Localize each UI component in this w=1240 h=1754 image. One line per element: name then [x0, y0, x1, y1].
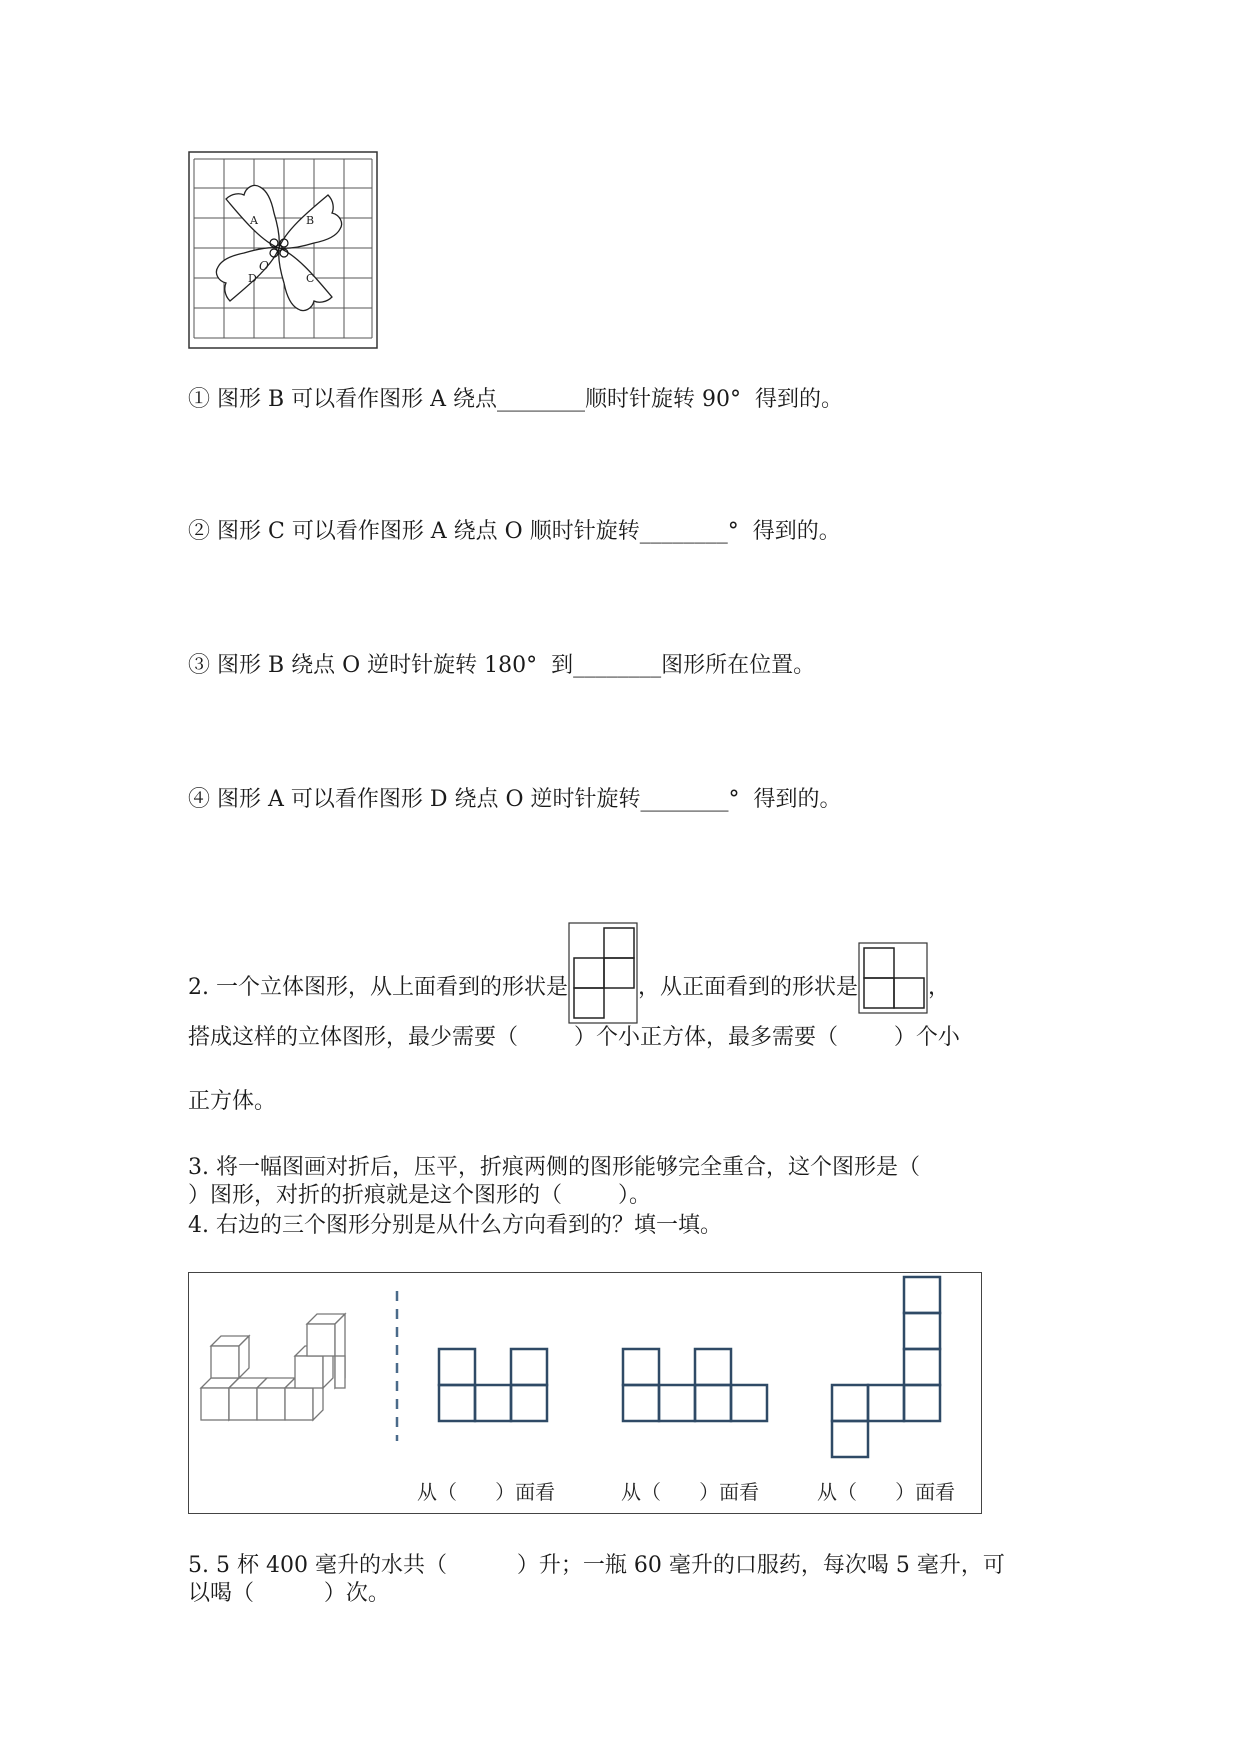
- q2-part1: 2. 一个立体图形，从上面看到的形状是: [188, 975, 568, 1000]
- label-a: A: [250, 214, 258, 227]
- q3-line1: 3. 将一幅图画对折后，压平，折痕两侧的图形能够完全重合，这个图形是（: [188, 1155, 920, 1180]
- label-c: C: [306, 272, 315, 285]
- q1-sub1: ① 图形 B 可以看作图形 A 绕点________顺时针旋转 90° 得到的。: [188, 387, 843, 412]
- q4-title: 4. 右边的三个图形分别是从什么方向看到的？填一填。: [188, 1213, 722, 1238]
- view3: [832, 1277, 940, 1457]
- q5-line1: 5. 5 杯 400 毫升的水共（ ）升；一瓶 60 毫升的口服药，每次喝 5 毫升，可: [188, 1553, 1005, 1578]
- caption-view2: 从（ ）面看: [621, 1480, 760, 1504]
- q2-line3: 正方体。: [188, 1089, 277, 1114]
- view1: [439, 1349, 547, 1421]
- q1-sub2: ② 图形 C 可以看作图形 A 绕点 O 顺时针旋转________° 得到的。: [188, 519, 841, 544]
- label-d: D: [248, 272, 257, 285]
- front-view-figure: [858, 942, 928, 1014]
- q2-line1: [188, 952, 950, 1024]
- q1-sub3: ③ 图形 B 绕点 O 逆时针旋转 180° 到________图形所在位置。: [188, 653, 816, 678]
- label-b: B: [306, 214, 315, 227]
- cube-stack: [201, 1314, 345, 1420]
- q4-views-svg: [189, 1273, 980, 1512]
- figure-rotation-grid: [188, 151, 378, 349]
- label-o: O: [259, 259, 269, 273]
- q2-line2: 搭成这样的立体图形，最少需要（ ）个小正方体，最多需要（ ）个小: [188, 1025, 960, 1050]
- q2-part2: ，从正面看到的形状是: [638, 975, 859, 1000]
- q2-part3: ，: [928, 975, 951, 1000]
- view2: [623, 1349, 767, 1421]
- q3-line2: ）图形，对折的折痕就是这个图形的（ ）。: [188, 1183, 651, 1208]
- q5-line2: 以喝（ ）次。: [188, 1581, 390, 1606]
- caption-view3: 从（ ）面看: [817, 1480, 956, 1504]
- top-view-figure: [568, 922, 638, 1024]
- rotation-grid-svg: [188, 151, 378, 349]
- caption-view1: 从（ ）面看: [417, 1480, 556, 1504]
- q4-figure-panel: [188, 1272, 982, 1514]
- q1-sub4: ④ 图形 A 可以看作图形 D 绕点 O 逆时针旋转________° 得到的。: [188, 787, 842, 812]
